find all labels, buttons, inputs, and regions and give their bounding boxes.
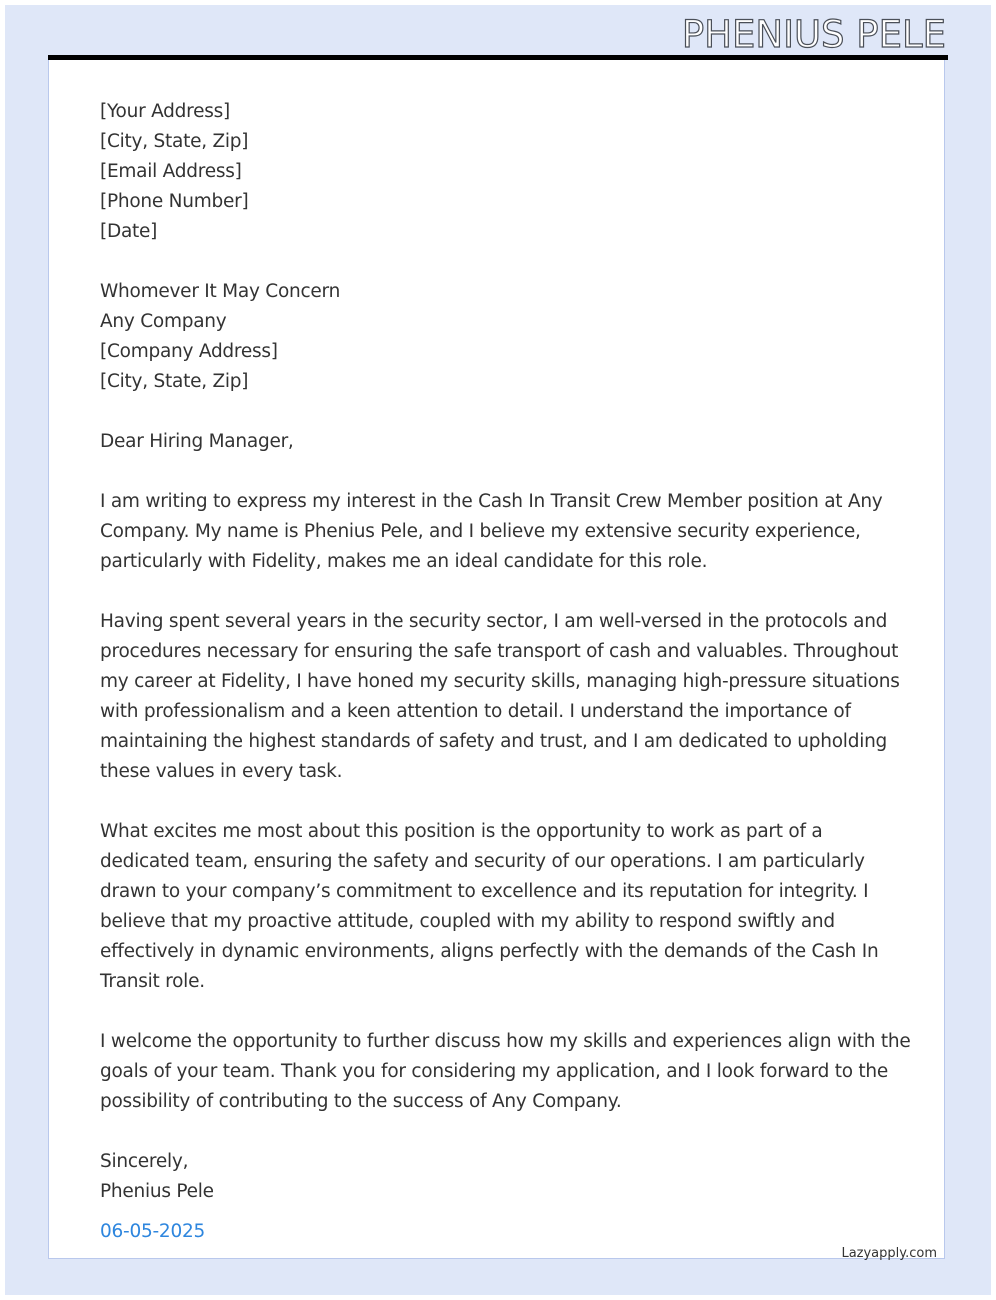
spacer <box>100 1117 900 1147</box>
recipient-address: [Company Address] <box>100 341 278 362</box>
paragraph-line: believe that my proactive attitude, coupled with my ability to respond swiftly and <box>100 911 835 932</box>
sender-city-state-zip: [City, State, Zip] <box>100 131 249 152</box>
letter-body <box>100 97 911 1247</box>
sender-address: [Your Address] <box>100 101 230 122</box>
paragraph-line: drawn to your company’s commitment to excellence and its reputation for integrity. I <box>100 881 869 902</box>
sign-off: Sincerely, <box>100 1151 189 1172</box>
spacer <box>100 397 900 427</box>
watermark: Lazyapply.com <box>841 1246 937 1261</box>
paragraph-line: maintaining the highest standards of safety and trust, and I am dedicated to upholding <box>100 731 888 752</box>
sender-email: [Email Address] <box>100 161 242 182</box>
closing-block <box>100 1147 900 1247</box>
paragraph-line: my career at Fidelity, I have honed my security skills, managing high-pressure situations <box>100 671 900 692</box>
salutation: Dear Hiring Manager, <box>100 431 294 452</box>
paragraph-line: procedures necessary for ensuring the safe transport of cash and valuables. Throughout <box>100 641 899 662</box>
spacer <box>100 997 900 1027</box>
spacer <box>100 577 900 607</box>
spacer <box>100 787 900 817</box>
recipient-block <box>100 277 900 397</box>
paragraph-line: dedicated team, ensuring the safety and security of our operations. I am particularly <box>100 851 865 872</box>
header-name: PHENIUS PELE <box>681 13 946 56</box>
paragraph-line: Transit role. <box>100 971 205 992</box>
spacer <box>100 247 900 277</box>
paragraph-line: I welcome the opportunity to further discuss how my skills and experiences align with the <box>100 1031 911 1052</box>
paragraph-line: particularly with Fidelity, makes me an ideal candidate for this role. <box>100 551 708 572</box>
paragraph-line: with professionalism and a keen attention to detail. I understand the importance of <box>100 701 851 722</box>
paragraph-line: Company. My name is Phenius Pele, and I believe my extensive security experience, <box>100 521 861 542</box>
recipient-city-state-zip: [City, State, Zip] <box>100 371 249 392</box>
paragraph-1 <box>100 487 900 577</box>
recipient-company: Any Company <box>100 311 227 332</box>
paragraph-line: I am writing to express my interest in the Cash In Transit Crew Member position at Any <box>100 491 883 512</box>
paragraph-2 <box>100 607 900 787</box>
paragraph-4 <box>100 1027 911 1117</box>
paragraph-line: Having spent several years in the security sector, I am well-versed in the protocols and <box>100 611 888 632</box>
spacer <box>100 457 900 487</box>
recipient-name: Whomever It May Concern <box>100 281 341 302</box>
paragraph-line: possibility of contributing to the success of Any Company. <box>100 1091 622 1112</box>
sender-block <box>100 97 900 247</box>
paragraph-line: What excites me most about this position is the opportunity to work as part of a <box>100 821 823 842</box>
paragraph-line: these values in every task. <box>100 761 343 782</box>
paragraph-line: effectively in dynamic environments, aligns perfectly with the demands of the Cash In <box>100 941 879 962</box>
signature-name: Phenius Pele <box>100 1181 214 1202</box>
paragraph-3 <box>100 817 900 997</box>
paragraph-line: goals of your team. Thank you for considering my application, and I look forward to the <box>100 1061 889 1082</box>
closing-date: 06-05-2025 <box>100 1221 206 1242</box>
sender-phone: [Phone Number] <box>100 191 249 212</box>
sender-date: [Date] <box>100 221 158 242</box>
